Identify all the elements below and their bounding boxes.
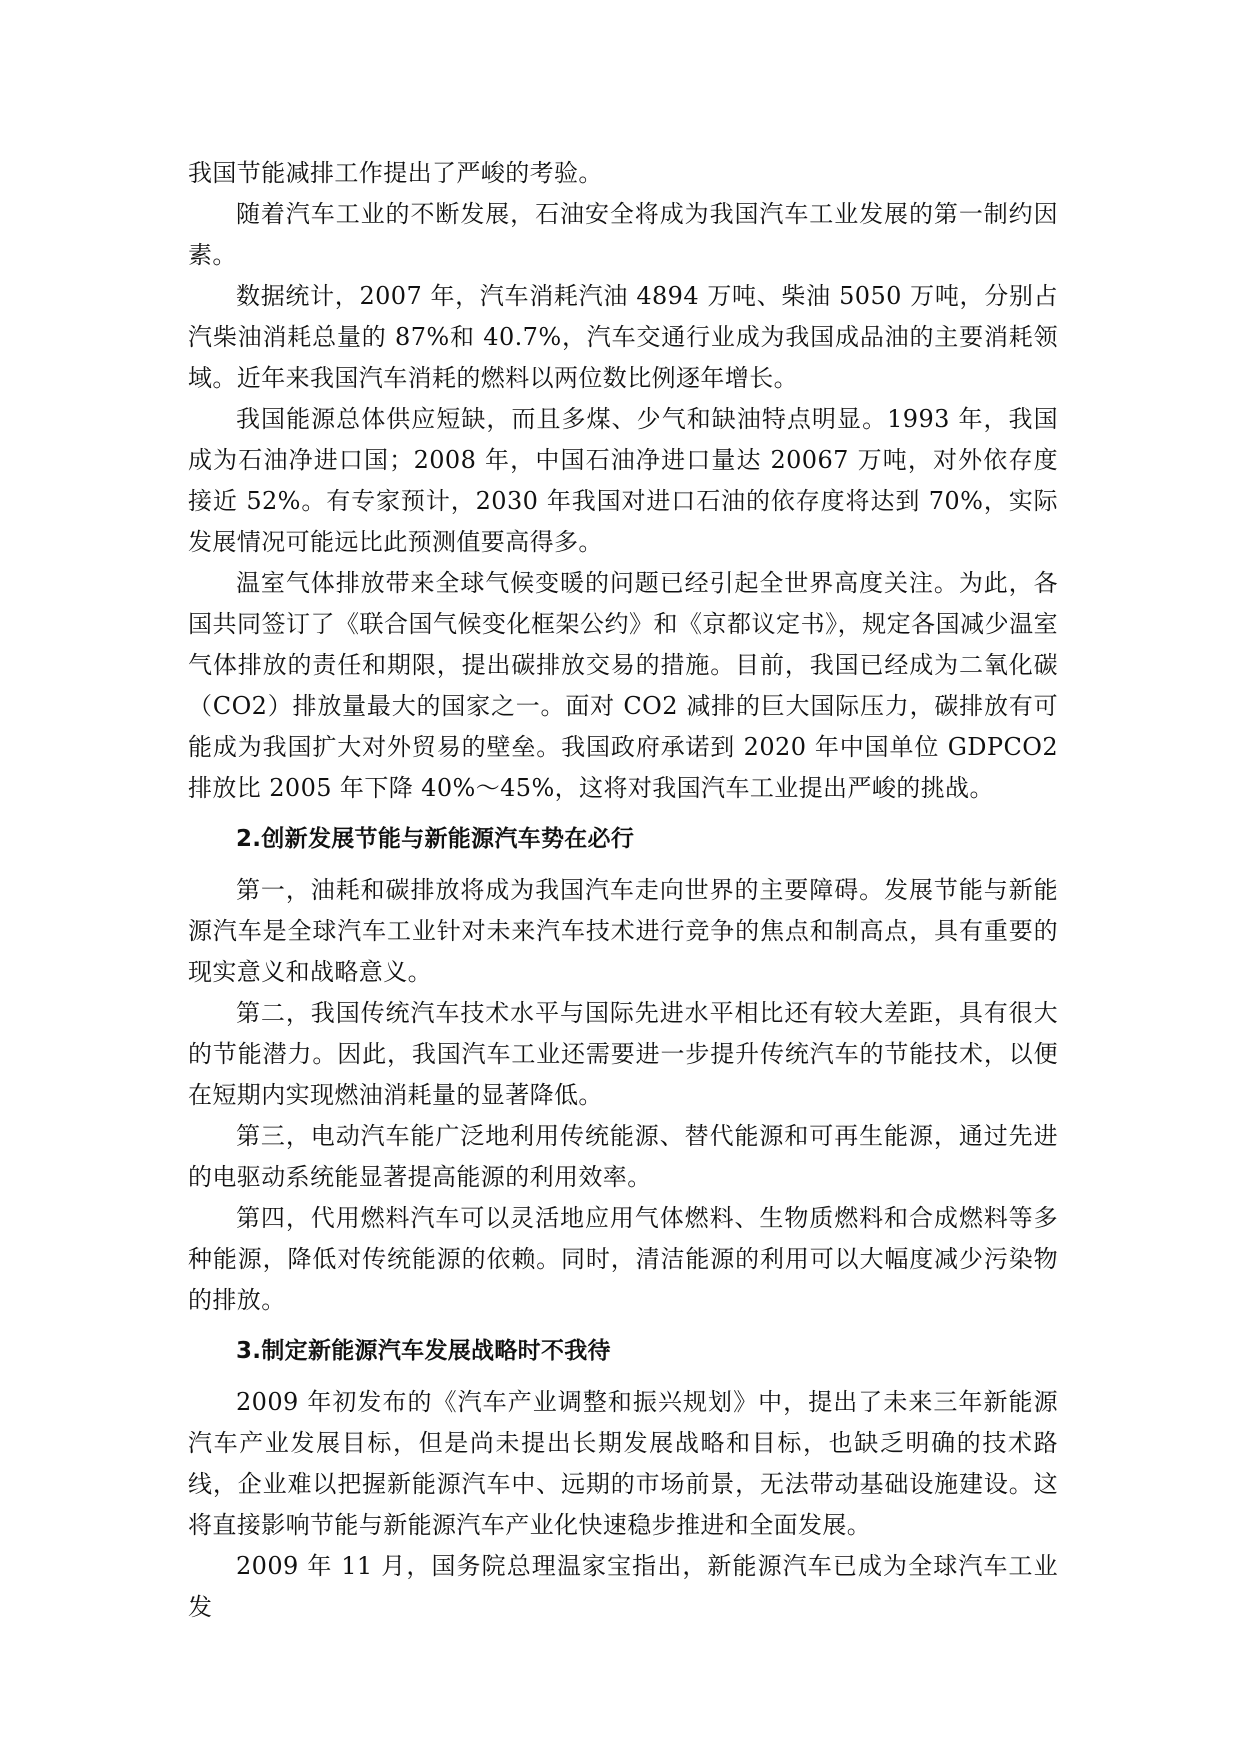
paragraph-third-point: 第三，电动汽车能广泛地利用传统能源、替代能源和可再生能源，通过先进的电驱动系统能显著提高能源的利用效率。 [188, 1122, 1058, 1191]
paragraph-fuel-statistics: 数据统计，2007 年，汽车消耗汽油 4894 万吨、柴油 5050 万吨，分别占汽柴油消耗总量的 87%和 40.7%，汽车交通行业成为我国成品油的主要消耗领域。近年来我国汽车消耗的燃料以两位数比例逐年增长。 [188, 282, 1058, 392]
section-heading-2: 2.创新发展节能与新能源汽车势在必行 [236, 826, 635, 852]
paragraph-2009-plan: 2009 年初发布的《汽车产业调整和振兴规划》中，提出了未来三年新能源汽车产业发展目标，但是尚未提出长期发展战略和目标，也缺乏明确的技术路线，企业难以把握新能源汽车中、远期的市场前景，无法带动基础设施建设。这将直接影响节能与新能源汽车产业化快速稳步推进和全面发展。 [188, 1388, 1058, 1539]
paragraph-second-point: 第二，我国传统汽车技术水平与国际先进水平相比还有较大差距，具有很大的节能潜力。因此，我国汽车工业还需要进一步提升传统汽车的节能技术，以便在短期内实现燃油消耗量的显著降低。 [188, 999, 1058, 1109]
paragraph-2009-november: 2009 年 11 月，国务院总理温家宝指出，新能源汽车已成为全球汽车工业发 [188, 1552, 1058, 1621]
paragraph-first-point: 第一，油耗和碳排放将成为我国汽车走向世界的主要障碍。发展节能与新能源汽车是全球汽车工业针对未来汽车技术进行竞争的焦点和制高点，具有重要的现实意义和战略意义。 [188, 876, 1058, 986]
paragraph-energy-supply: 我国能源总体供应短缺，而且多煤、少气和缺油特点明显。1993 年，我国成为石油净进口国；2008 年，中国石油净进口量达 20067 万吨，对外依存度接近 52%。有专家预计，2030 年我国对进口石油的依存度将达到 70%，实际发展情况可能远比此预测值要高得多。 [188, 405, 1058, 556]
section-heading-3: 3.制定新能源汽车发展战略时不我待 [236, 1338, 611, 1364]
paragraph-oil-security: 随着汽车工业的不断发展，石油安全将成为我国汽车工业发展的第一制约因素。 [188, 200, 1058, 269]
paragraph-fourth-point: 第四，代用燃料汽车可以灵活地应用气体燃料、生物质燃料和合成燃料等多种能源，降低对传统能源的依赖。同时，清洁能源的利用可以大幅度减少污染物的排放。 [188, 1204, 1058, 1314]
paragraph-continuation: 我国节能减排工作提出了严峻的考验。 [188, 159, 603, 187]
paragraph-greenhouse-gas: 温室气体排放带来全球气候变暖的问题已经引起全世界高度关注。为此，各国共同签订了《联合国气候变化框架公约》和《京都议定书》，规定各国减少温室气体排放的责任和期限，提出碳排放交易的措施。目前，我国已经成为二氧化碳（CO2）排放量最大的国家之一。面对 CO2 减排的巨大国际压力，碳排放有可能成为我国扩大对外贸易的壁垒。我国政府承诺到 2020 年中国单位 GDPCO2 排放比 2005 年下降 40%～45%，这将对我国汽车工业提出严峻的挑战。 [188, 569, 1058, 802]
document-body [188, 153, 1058, 1628]
